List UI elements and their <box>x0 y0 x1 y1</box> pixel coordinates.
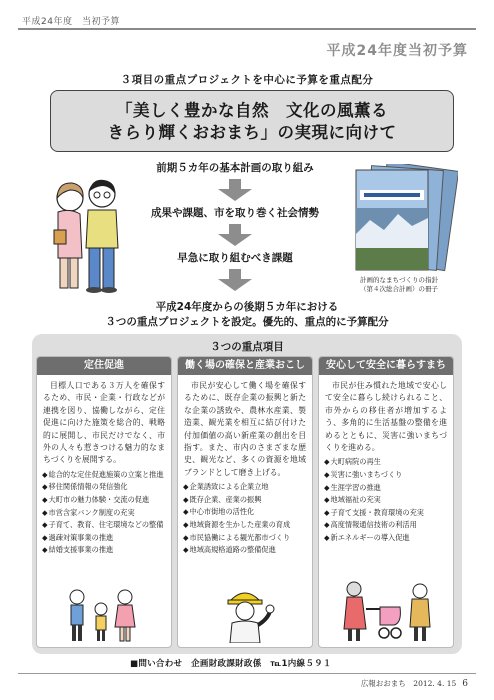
headline-box <box>50 90 454 152</box>
column-body: 市民が住み慣れた地域で安心して安全に暮らし続けられること、市外からの移住者が増加するよう、多角的に生活基盤の整備を進めるとともに、災害に強いまちづくりを進める。 <box>325 381 447 453</box>
list-item: ◆ 市営含家バンク制度の充実 <box>42 507 166 520</box>
project-column-settlement <box>36 356 172 648</box>
down-arrow-icon <box>218 179 252 201</box>
column-heading: 働く場の確保と産業おこし <box>178 357 312 375</box>
projects-title: ３つの重点項目 <box>210 341 284 353</box>
column-body: 目標人口である３万人を確保するため、市民・企業・行政などが連携を図り、協働しながら、定住促進に向けた施策を総合的、戦略的に展開し、市民だけでなく、市外の人々も惹きつける魅力的なまちづくりを展開する。 <box>43 381 165 465</box>
list-item: ◆ 新エネルギーの導入促進 <box>324 532 448 545</box>
column-body: 市民が安心して働く場を確保するために、既存企業の振興と新たな企業の誘致や、農林水産業、製造業、観光業を相互に結び付けた付加価値の高い新産業の創出を目指す。また、市内のさまざまな歴史、観光など、多くの資源を地域ブランドとして磨き上げる。 <box>184 381 306 477</box>
booklet-caption: 計画的なまちづくりの指針 （第４次総合計画）の冊子 <box>360 276 438 293</box>
result-line1: 平成24年度からの後期５カ年における <box>155 301 339 313</box>
column-list <box>178 479 312 557</box>
page-heading: 平成24年度当初予算 <box>326 43 468 59</box>
projects-panel <box>32 334 462 654</box>
list-item: ◆ 子育て支援・教育環境の充実 <box>324 507 448 520</box>
down-arrow-icon <box>218 224 252 246</box>
list-item: ◆ 高度情報通信技術の利活用 <box>324 519 448 532</box>
list-item: ◆ 移住関係情報の発信強化 <box>42 481 166 494</box>
booklet-photo <box>350 164 458 272</box>
flow-step-1: 前期５カ年の基本計画の取り組み <box>156 162 314 174</box>
planning-flow <box>120 160 350 295</box>
list-item: ◆ 地域高規格道路の整備促進 <box>183 544 307 557</box>
contact-info: ■問い合わせ 企画財政課財政係 ℡1内線５９１ <box>130 659 332 669</box>
page-footer <box>361 678 468 689</box>
list-item: ◆ 地域福祉の充実 <box>324 494 448 507</box>
list-item: ◆ 過疎対策事業の推進 <box>42 532 166 545</box>
column-list <box>37 467 171 557</box>
worker-illustration <box>210 583 280 643</box>
list-item: ◆ 災害に強いまちづくり <box>324 469 448 482</box>
list-item: ◆ 市民協働による観光都市づくり <box>183 532 307 545</box>
list-item: ◆ 大町病院の再生 <box>324 456 448 469</box>
list-item: ◆ 大町市の魅力体験・交流の促進 <box>42 494 166 507</box>
list-item: ◆ 子育て、教育、住宅環境などの整備 <box>42 519 166 532</box>
project-column-safety <box>318 356 454 648</box>
project-column-jobs <box>177 356 313 648</box>
flow-step-2: 成果や課題、市を取り巻く社会情勢 <box>151 207 319 219</box>
list-item: ◆ 生涯学習の推進 <box>324 482 448 495</box>
flow-step-3: 早急に取り組むべき課題 <box>177 252 293 264</box>
section-label: 平成24年度 当初予算 <box>22 17 120 27</box>
list-item: ◆ 企業誘致による企業立地 <box>183 481 307 494</box>
elderly-stroller-illustration <box>336 579 436 643</box>
headline-line2: きらり輝くおおまち」の実現に向けて <box>107 123 397 142</box>
bottom-divider <box>18 673 476 674</box>
list-item: ◆ 中心市街地の活性化 <box>183 506 307 519</box>
publication-info: 広報おおまち 2012. 4. 15 <box>360 679 457 688</box>
result-line2: ３つの重点プロジェクトを設定。優先的、重点的に予算配分 <box>105 316 389 328</box>
result-statement <box>40 300 454 330</box>
column-heading: 定住促進 <box>37 357 171 375</box>
intro-text: ３項目の重点プロジェクトを中心に予算を重点配分 <box>120 74 374 86</box>
list-item: ◆ 地域資源を生かした産業の育成 <box>183 519 307 532</box>
headline-line1: 「美しく豊かな自然 文化の風薫る <box>116 101 388 120</box>
top-divider <box>18 28 476 30</box>
list-item: ◆ 結婚支援事業の推進 <box>42 544 166 557</box>
couple-illustration <box>46 168 126 298</box>
family-illustration <box>59 585 149 643</box>
column-heading: 安心して安全に暮らすまち <box>319 357 453 375</box>
column-list <box>319 454 453 544</box>
list-item: ◆ 既存企業、産業の振興 <box>183 494 307 507</box>
list-item: ◆ 総合的な定住促進施策の立案と推進 <box>42 469 166 482</box>
page-number: 6 <box>462 679 468 689</box>
down-arrow-icon <box>218 269 252 291</box>
